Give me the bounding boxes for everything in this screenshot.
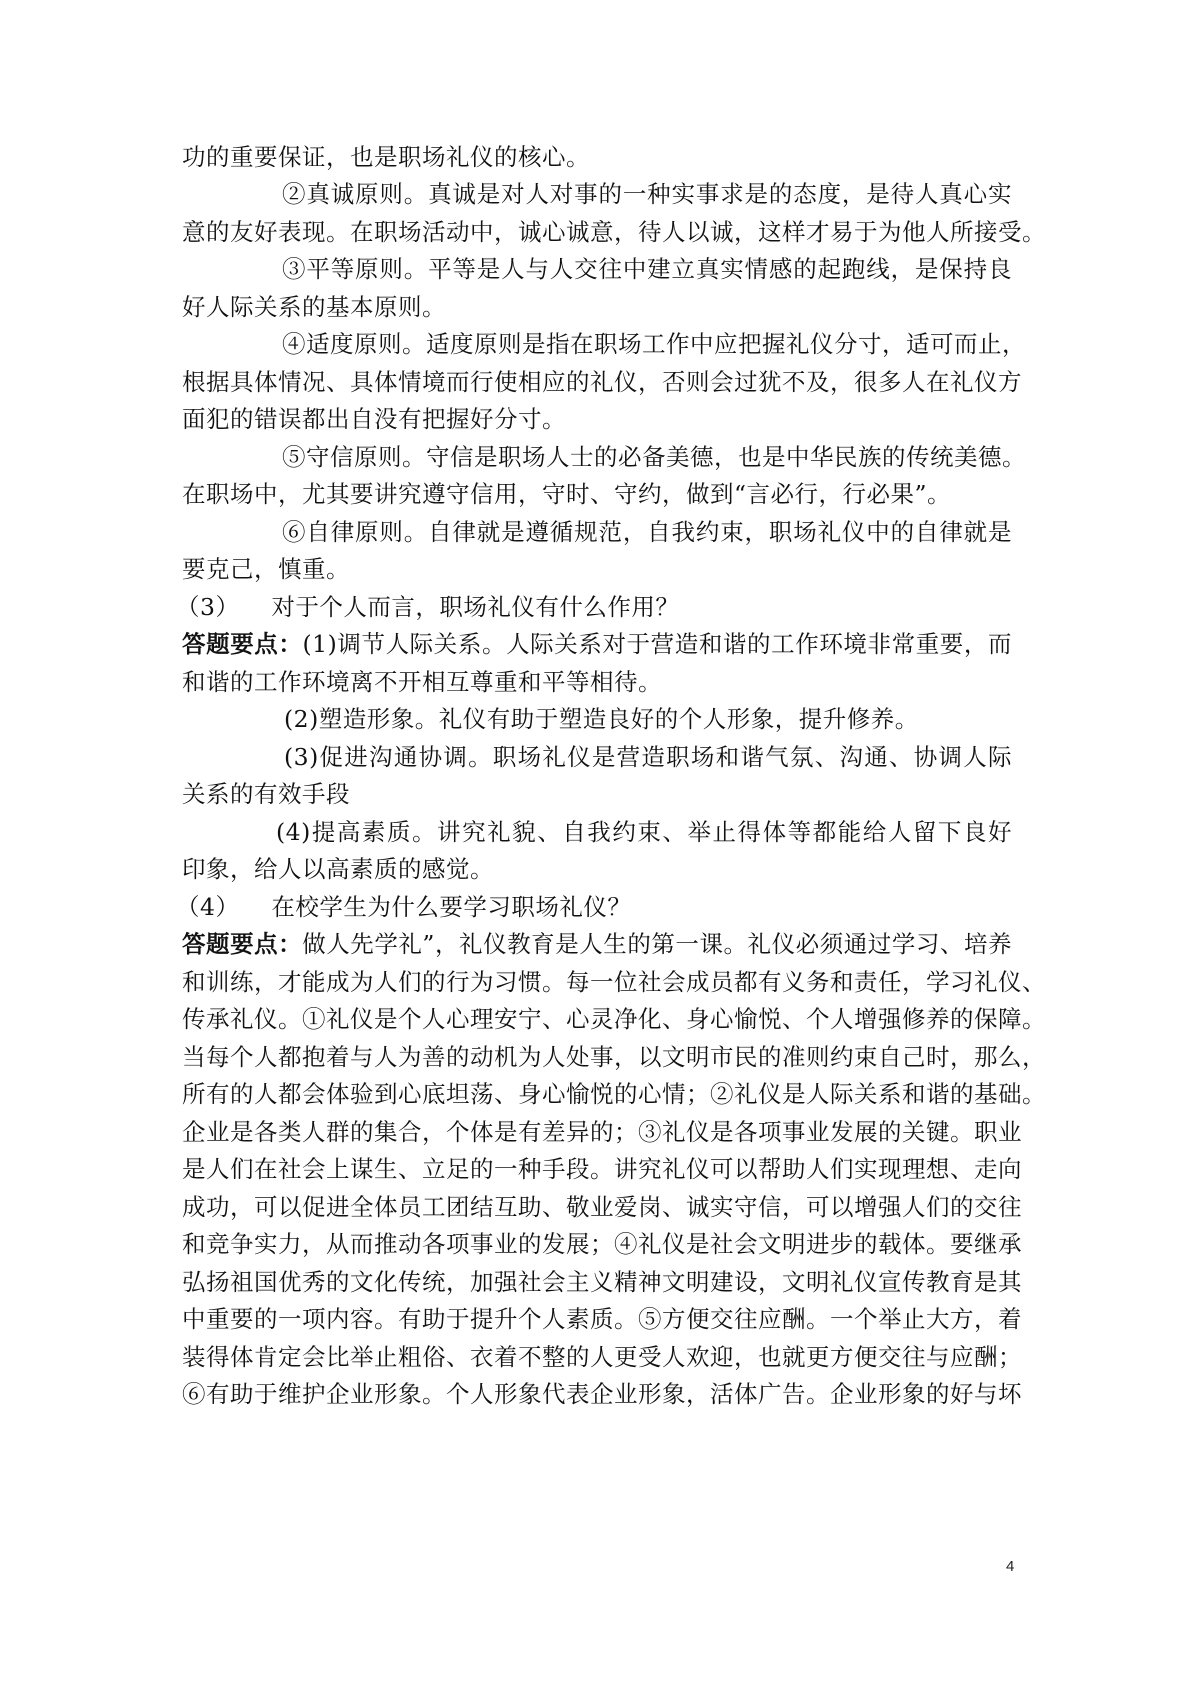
line-text: ⑥自律原则。自律就是遵循规范，自我约束，职场礼仪中的自律就是 bbox=[282, 518, 1012, 546]
line-text: 装得体肯定会比举止粗俗、衣着不整的人更受人欢迎，也就更方便交往与应酬； bbox=[182, 1343, 1022, 1371]
line-text: (3)促进沟通协调。职场礼仪是营造职场和谐气氛、沟通、协调人际 bbox=[284, 743, 1012, 771]
line-text: 好人际关系的基本原则。 bbox=[182, 293, 446, 321]
paragraph-line bbox=[182, 1303, 1022, 1335]
paragraph-line bbox=[282, 441, 1026, 473]
line-text: 印象，给人以高素质的感觉。 bbox=[182, 855, 494, 883]
question-heading bbox=[176, 591, 1006, 623]
paragraph-line bbox=[182, 1341, 1022, 1373]
line-text: 和竞争实力，从而推动各项事业的发展；④礼仪是社会文明进步的载体。要继承 bbox=[182, 1230, 1022, 1258]
paragraph-line bbox=[284, 741, 1012, 773]
paragraph-line bbox=[276, 816, 1012, 848]
line-text: 面犯的错误都出自没有把握好分寸。 bbox=[182, 405, 566, 433]
line-text: 所有的人都会体验到心底坦荡、身心愉悦的心情；②礼仪是人际关系和谐的基础。 bbox=[182, 1080, 1046, 1108]
line-text: ⑤守信原则。守信是职场人士的必备美德，也是中华民族的传统美德。 bbox=[282, 443, 1026, 471]
line-text: 是人们在社会上谋生、立足的一种手段。讲究礼仪可以帮助人们实现理想、走向 bbox=[182, 1155, 1022, 1183]
paragraph-line bbox=[182, 1378, 1022, 1410]
paragraph-line bbox=[182, 216, 1046, 248]
line-text: 成功，可以促进全体员工团结互助、敬业爱岗、诚实守信，可以增强人们的交往 bbox=[182, 1193, 1022, 1221]
paragraph-line bbox=[182, 141, 1012, 173]
line-text: (1)调节人际关系。人际关系对于营造和谐的工作环境非常重要，而 bbox=[302, 630, 1013, 658]
line-text: 功的重要保证，也是职场礼仪的核心。 bbox=[182, 143, 590, 171]
paragraph-line bbox=[182, 291, 1012, 323]
line-text: 根据具体情况、具体情境而行使相应的礼仪，否则会过犹不及，很多人在礼仪方 bbox=[182, 368, 1022, 396]
line-text: (2)塑造形象。礼仪有助于塑造良好的个人形象，提升修养。 bbox=[284, 705, 919, 733]
question-text: （3） 对于个人而言，职场礼仪有什么作用？ bbox=[176, 593, 680, 621]
line-text: 和训练，才能成为人们的行为习惯。每一位社会成员都有义务和责任，学习礼仪、 bbox=[182, 968, 1046, 996]
paragraph-line bbox=[182, 1191, 1022, 1223]
paragraph-line bbox=[182, 553, 1012, 585]
line-text: 关系的有效手段 bbox=[182, 780, 350, 808]
line-text: 当每个人都抱着与人为善的动机为人处事，以文明市民的准则约束自己时，那么， bbox=[182, 1043, 1046, 1071]
paragraph-line bbox=[182, 1003, 1046, 1035]
paragraph-line bbox=[182, 966, 1046, 998]
paragraph-line bbox=[182, 1041, 1046, 1073]
line-text: 在职场中，尤其要讲究遵守信用，守时、守约，做到“言必行，行必果”。 bbox=[182, 480, 952, 508]
question-text: （4） 在校学生为什么要学习职场礼仪？ bbox=[176, 893, 632, 921]
question-heading bbox=[176, 891, 1006, 923]
answer-line bbox=[182, 928, 1012, 960]
line-text: ⑥有助于维护企业形象。个人形象代表企业形象，活体广告。企业形象的好与坏 bbox=[182, 1380, 1022, 1408]
paragraph-line bbox=[282, 253, 1012, 285]
paragraph-line bbox=[182, 478, 1012, 510]
paragraph-line bbox=[182, 1153, 1022, 1185]
paragraph-line bbox=[182, 1078, 1046, 1110]
line-text: 做人先学礼”，礼仪教育是人生的第一课。礼仪必须通过学习、培养 bbox=[302, 930, 1012, 958]
paragraph-line bbox=[282, 516, 1012, 548]
line-text: ③平等原则。平等是人与人交往中建立真实情感的起跑线，是保持良 bbox=[282, 255, 1012, 283]
line-text: 意的友好表现。在职场活动中，诚心诚意，待人以诚，这样才易于为他人所接受。 bbox=[182, 218, 1046, 246]
answer-label: 答题要点： bbox=[182, 930, 303, 958]
line-text: 弘扬祖国优秀的文化传统，加强社会主义精神文明建设，文明礼仪宣传教育是其 bbox=[182, 1268, 1022, 1296]
paragraph-line bbox=[182, 366, 1022, 398]
line-text: 传承礼仪。①礼仪是个人心理安宁、心灵净化、身心愉悦、个人增强修养的保障。 bbox=[182, 1005, 1046, 1033]
paragraph-line bbox=[182, 853, 1012, 885]
paragraph-line bbox=[182, 778, 1012, 810]
line-text: (4)提高素质。讲究礼貌、自我约束、举止得体等都能给人留下良好 bbox=[276, 818, 1012, 846]
line-text: 中重要的一项内容。有助于提升个人素质。⑤方便交往应酬。一个举止大方，着 bbox=[182, 1305, 1022, 1333]
line-text: 企业是各类人群的集合，个体是有差异的；③礼仪是各项事业发展的关键。职业 bbox=[182, 1118, 1022, 1146]
paragraph-line bbox=[182, 403, 1012, 435]
answer-label: 答题要点： bbox=[182, 630, 303, 658]
page-number: 4 bbox=[1006, 1558, 1015, 1575]
paragraph-line bbox=[282, 328, 1026, 360]
answer-line bbox=[182, 628, 1012, 660]
paragraph-line bbox=[182, 666, 1012, 698]
line-text: 和谐的工作环境离不开相互尊重和平等相待。 bbox=[182, 668, 662, 696]
line-text: ②真诚原则。真诚是对人对事的一种实事求是的态度，是待人真心实 bbox=[282, 180, 1012, 208]
paragraph-line bbox=[282, 178, 1012, 210]
paragraph-line bbox=[182, 1116, 1022, 1148]
paragraph-line bbox=[182, 1228, 1022, 1260]
paragraph-line bbox=[182, 1266, 1022, 1298]
paragraph-line bbox=[284, 703, 1012, 735]
line-text: 要克己，慎重。 bbox=[182, 555, 350, 583]
line-text: ④适度原则。适度原则是指在职场工作中应把握礼仪分寸，适可而止， bbox=[282, 330, 1026, 358]
